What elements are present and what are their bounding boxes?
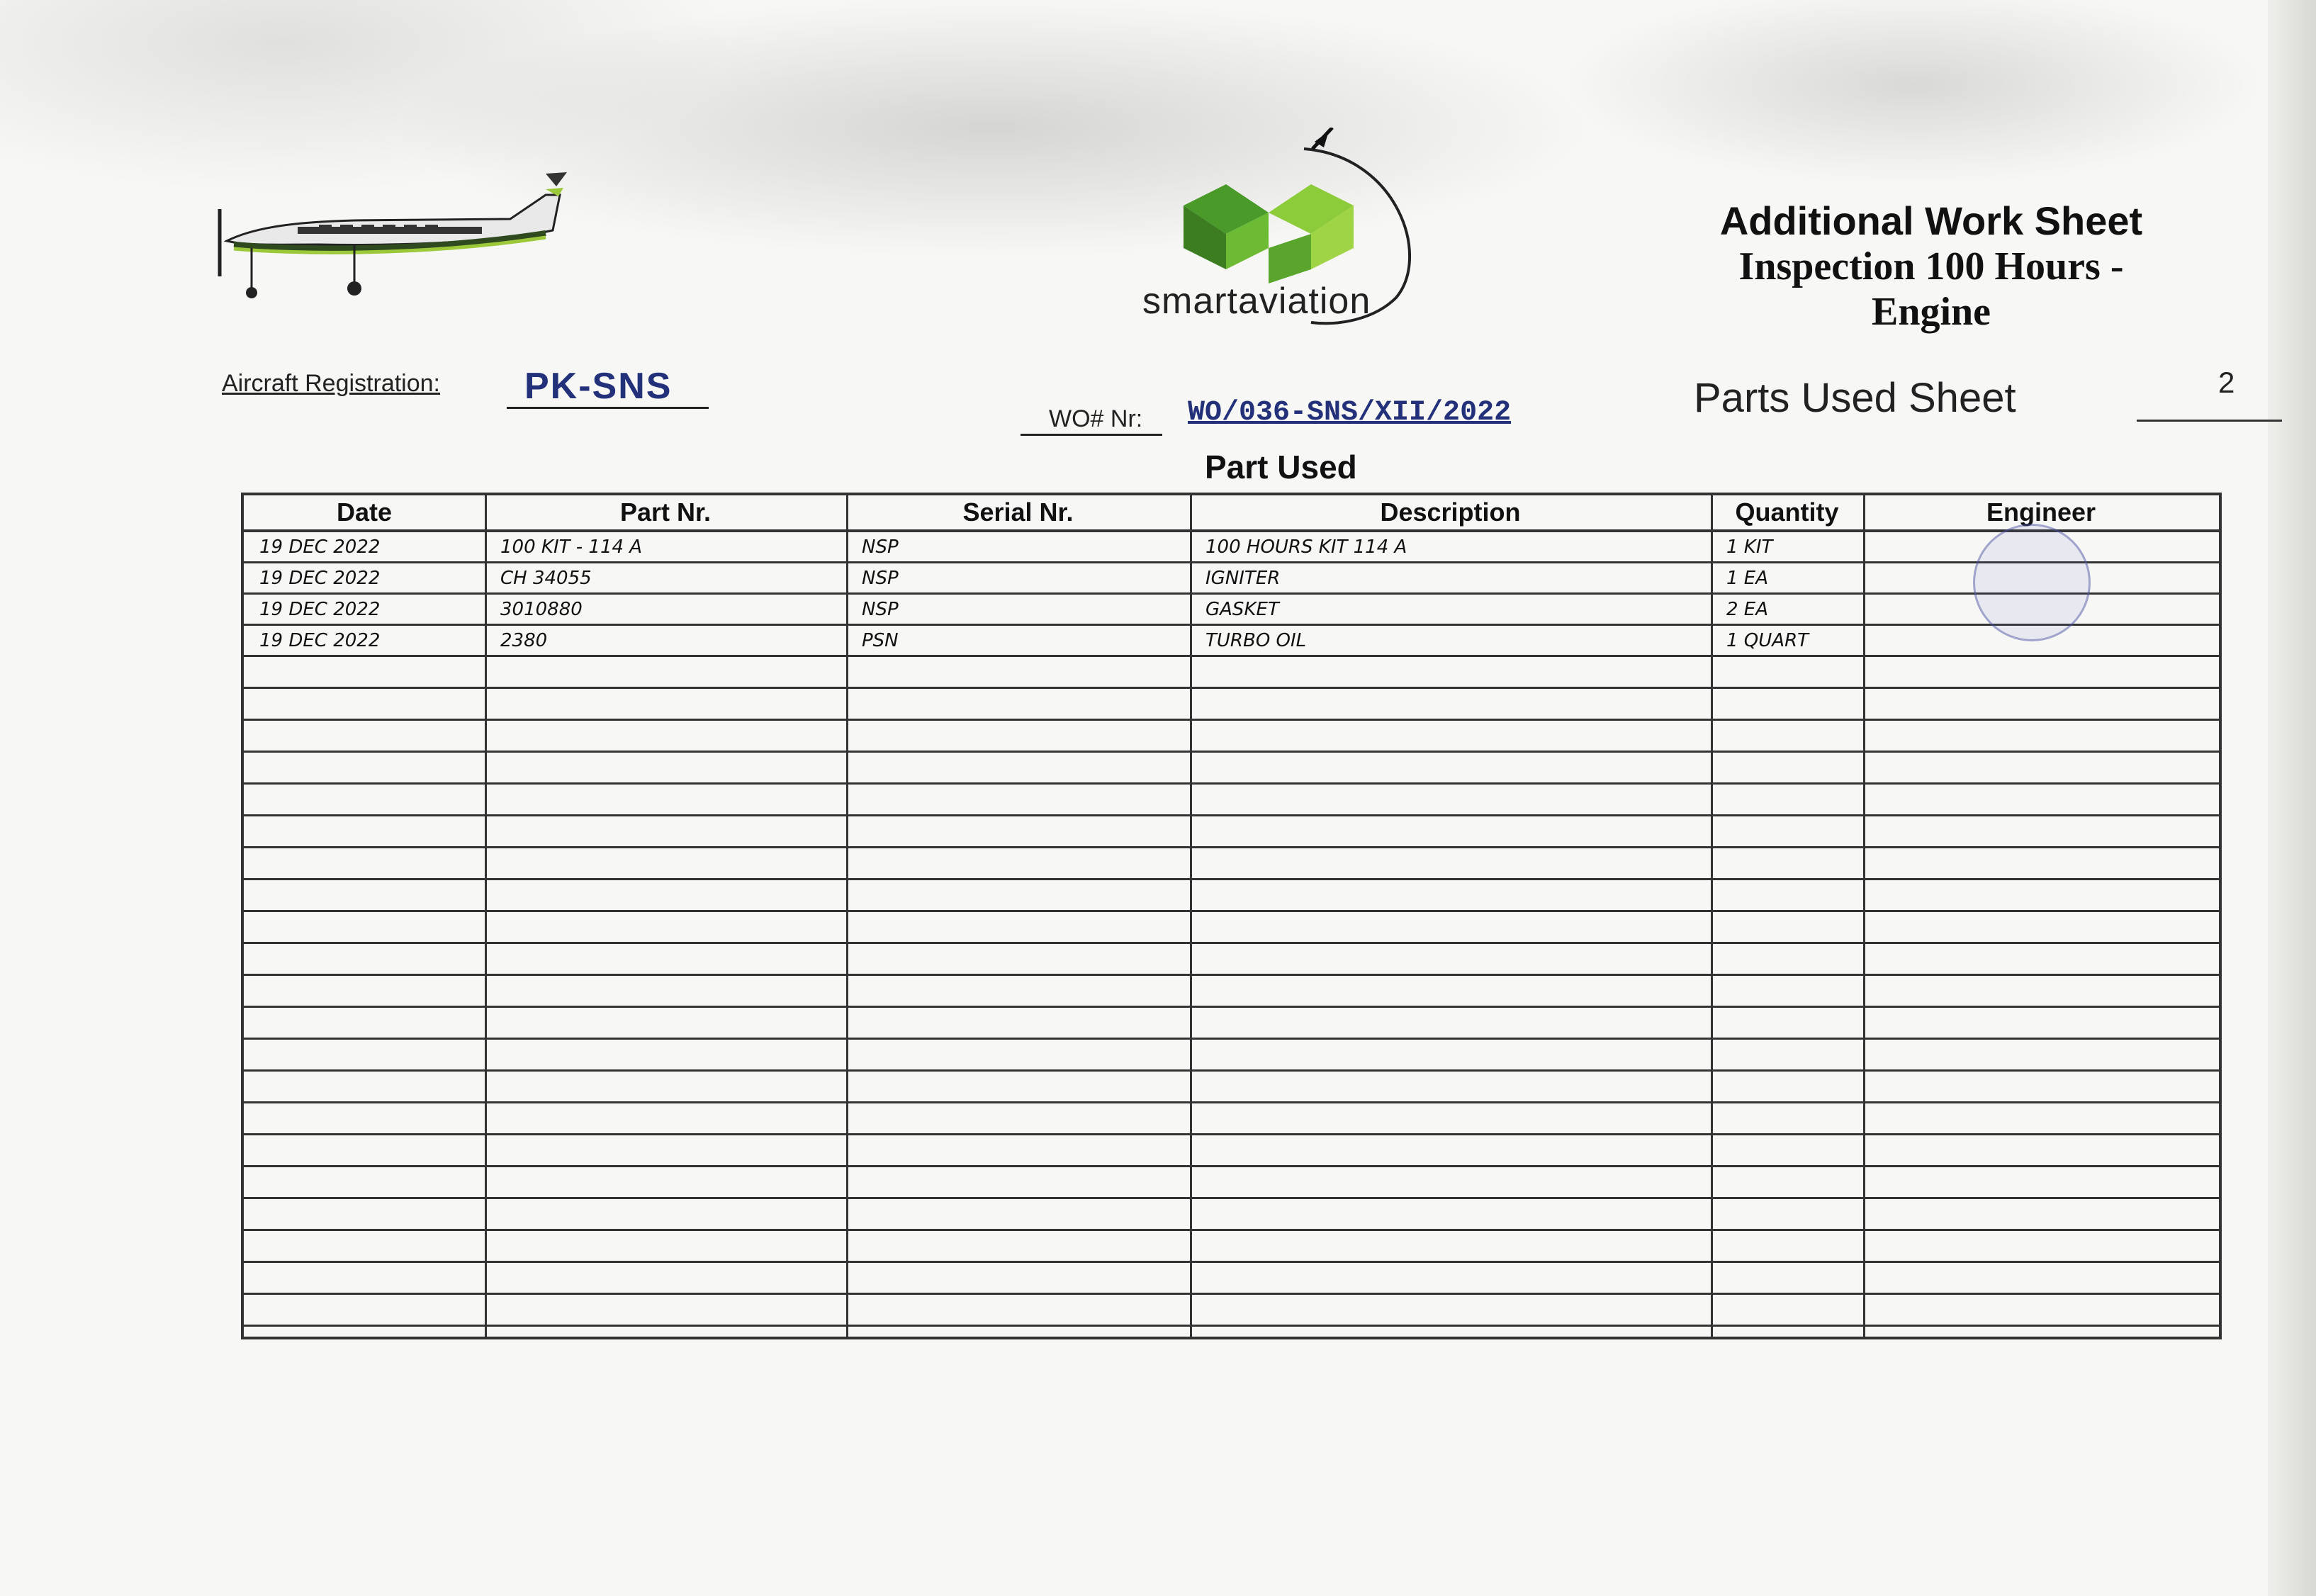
col-divider — [1863, 495, 1865, 1337]
title-block — [1673, 198, 2190, 335]
col-header-date: Date — [336, 498, 393, 527]
table-row-empty — [244, 944, 2219, 976]
cell-date: 19 DEC 2022 — [259, 536, 381, 558]
cell-quantity: 2 EA — [1726, 598, 1769, 620]
page-edge — [2268, 0, 2316, 1596]
table-row — [244, 595, 2219, 626]
document-subtitle-2: Engine — [1871, 290, 1991, 334]
table-row-empty — [244, 1263, 2219, 1295]
cell-quantity: 1 KIT — [1726, 536, 1773, 558]
table-title: Part Used — [1205, 449, 1357, 485]
table-row — [244, 532, 2219, 563]
cell-part: CH 34055 — [500, 567, 592, 589]
cell-part: 3010880 — [500, 598, 583, 620]
parts-table — [241, 493, 2222, 1339]
table-row-empty — [244, 1008, 2219, 1040]
document-subtitle: Inspection 100 Hours - — [1738, 245, 2124, 288]
registration-label: Aircraft Registration: — [222, 370, 440, 397]
table-row-empty — [244, 816, 2219, 848]
table-row — [244, 563, 2219, 595]
col-divider — [846, 495, 848, 1337]
table-row-empty — [244, 912, 2219, 944]
cell-description: 100 HOURS KIT 114 A — [1205, 536, 1407, 558]
wo-label: WO# Nr: — [1049, 405, 1143, 432]
table-row-empty — [244, 689, 2219, 721]
table-row-empty — [244, 1072, 2219, 1103]
cell-quantity: 1 QUART — [1726, 629, 1809, 651]
registration-underline — [507, 407, 709, 409]
logo-text: smartaviation — [1142, 281, 1371, 322]
cell-serial: PSN — [862, 629, 899, 651]
wo-value: WO/036-SNS/XII/2022 — [1188, 397, 1512, 429]
cell-part: 2380 — [500, 629, 548, 651]
table-row — [244, 626, 2219, 657]
table-row-empty — [244, 1040, 2219, 1072]
col-header-serial: Serial Nr. — [962, 498, 1074, 527]
cell-serial: NSP — [862, 536, 899, 558]
table-row-empty — [244, 848, 2219, 880]
sheet-label: Parts Used Sheet — [1694, 375, 2016, 421]
table-row-empty — [244, 1103, 2219, 1135]
cell-description: GASKET — [1205, 598, 1279, 620]
table-row-empty — [244, 1231, 2219, 1263]
registration-value: PK-SNS — [524, 366, 673, 407]
table-row-empty — [244, 1295, 2219, 1327]
cell-serial: NSP — [862, 567, 899, 589]
cell-description: IGNITER — [1205, 567, 1281, 589]
table-row-empty — [244, 785, 2219, 816]
table-row-empty — [244, 880, 2219, 912]
col-header-description: Description — [1380, 498, 1521, 527]
cell-description: TURBO OIL — [1205, 629, 1307, 651]
cell-date: 19 DEC 2022 — [259, 567, 381, 589]
col-header-quantity: Quantity — [1735, 498, 1839, 527]
col-divider — [1711, 495, 1713, 1337]
table-row-empty — [244, 721, 2219, 753]
document-title: Additional Work Sheet — [1719, 198, 2143, 243]
cell-quantity: 1 EA — [1726, 567, 1769, 589]
table-row-empty — [244, 657, 2219, 689]
table-row-empty — [244, 976, 2219, 1008]
cell-serial: NSP — [862, 598, 899, 620]
col-header-engineer: Engineer — [1986, 498, 2096, 527]
table-row-empty — [244, 1199, 2219, 1231]
col-divider — [485, 495, 487, 1337]
page-number: 2 — [2218, 366, 2235, 399]
cell-part: 100 KIT - 114 A — [500, 536, 643, 558]
table-row-empty — [244, 1135, 2219, 1167]
page-number-underline — [2137, 420, 2282, 422]
col-divider — [1190, 495, 1192, 1337]
wo-underline — [1021, 434, 1162, 436]
engineer-stamp — [1973, 524, 2091, 641]
table-row-empty — [244, 1167, 2219, 1199]
col-header-part: Part Nr. — [619, 498, 712, 527]
table-header — [244, 495, 2219, 532]
cell-date: 19 DEC 2022 — [259, 598, 381, 620]
table-row-empty — [244, 753, 2219, 785]
aircraft-illustration — [213, 159, 567, 305]
cell-date: 19 DEC 2022 — [259, 629, 381, 651]
